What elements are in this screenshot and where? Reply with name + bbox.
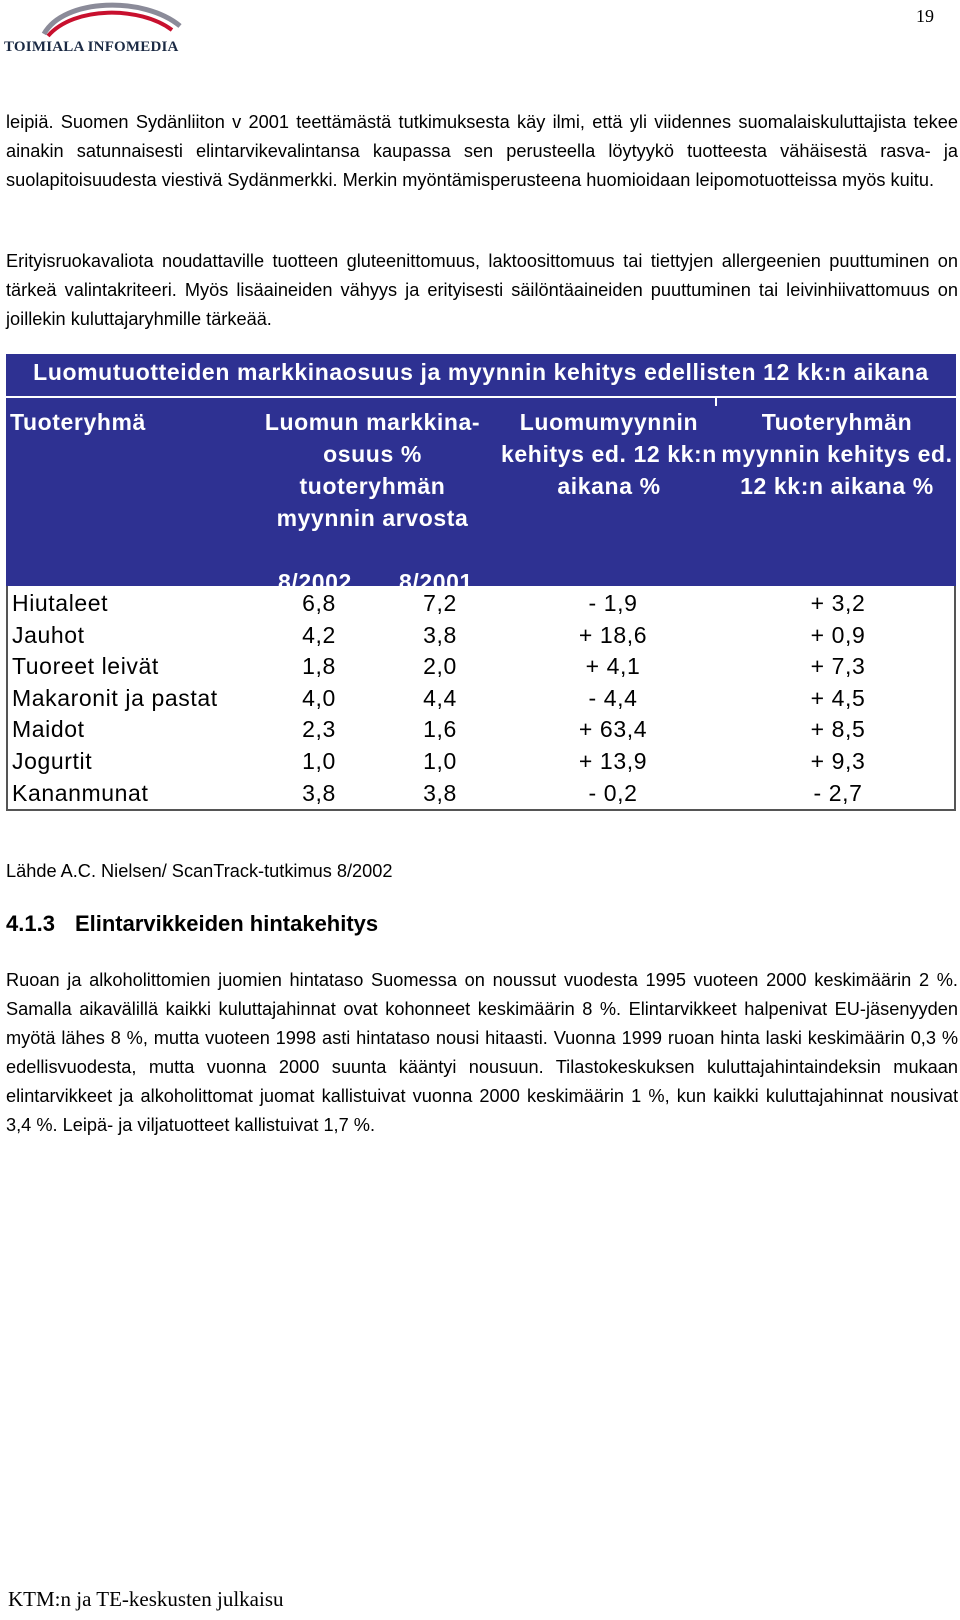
- cell-share-2002: 3,8: [302, 779, 336, 806]
- cell-share-2001: 4,4: [423, 684, 457, 711]
- page-footer: KTM:n ja TE-keskusten julkaisu: [8, 1587, 284, 1611]
- cell-product-group: Jauhot: [12, 621, 85, 648]
- header-organic-share: Luomun markkina-osuus % tuoteryhmän myynnin arvosta: [264, 409, 481, 531]
- table-source: Lähde A.C. Nielsen/ ScanTrack-tutkimus 8/2002: [6, 861, 393, 881]
- table-body: [6, 586, 956, 811]
- table-title: Luomutuotteiden markkinaosuus ja myynnin kehitys edellisten 12 kk:n aikana: [6, 354, 956, 398]
- cell-share-2002: 4,0: [302, 684, 336, 711]
- cell-product-group: Makaronit ja pastat: [12, 684, 218, 711]
- cell-share-2001: 3,8: [423, 779, 457, 806]
- body-paragraph-2: Erityisruokavaliota noudattaville tuotteen gluteenittomuus, laktoosittomuus tai tiettyjen allergeenien puuttuminen on tärkeä valintakriteeri. Myös lisäaineiden vähyys ja erityisesti säilöntäaineiden puuttuminen tai leivinhiivattomuus on joillekin kuluttajaryhmille tärkeää.: [6, 251, 958, 329]
- table-row: [8, 683, 954, 715]
- page-number: 19: [916, 6, 934, 26]
- header-divider: [715, 398, 717, 406]
- section-title: Elintarvikkeiden hintakehitys: [74, 911, 379, 936]
- table-row: [8, 651, 954, 683]
- header-group-sales-change: Tuoteryhmän myynnin kehitys ed. 12 kk:n aikana %: [721, 409, 953, 499]
- body-paragraph-3: Ruoan ja alkoholittomien juomien hintataso Suomessa on noussut vuodesta 1995 vuoteen 2000 keskimäärin 2 %. Samalla aikavälillä kaikki kuluttajahinnat ovat kohonneet keskimäärin 8 %. Elintarvikkeet halpenivat EU-jäsenyyden myötä lähes 8 %, mutta vuoteen 1998 asti hintataso nousi hitaasti. Vuonna 1999 ruoan hinta laski keskimäärin 0,3 % edellisvuodesta, mutta vuonna 2000 suunta kääntyi nousuun. Tilastokeskuksen kuluttajahintaindeksin mukaan elintarvikkeet ja alkoholittomat juomat kallistuivat vuonna 2000 keskimäärin 1 %, kun kaikki kuluttajahinnat nousivat 3,4 %. Leipä- ja viljatuotteet kallistuivat 1,7 %.: [6, 970, 958, 1135]
- cell-organic-change: - 1,9: [588, 590, 638, 616]
- cell-organic-change: + 18,6: [578, 621, 648, 648]
- cell-organic-change: - 0,2: [588, 779, 638, 806]
- cell-share-2001: 1,0: [423, 747, 457, 774]
- cell-group-change: + 4,5: [810, 684, 866, 711]
- cell-group-change: + 7,3: [810, 653, 866, 680]
- cell-organic-change: - 4,4: [588, 684, 638, 711]
- cell-product-group: Maidot: [12, 716, 85, 743]
- header-organic-sales-change: Luomumyynnin kehitys ed. 12 kk:n aikana %: [501, 409, 717, 499]
- logo-text: TOIMIALA INFOMEDIA: [4, 39, 179, 55]
- organic-market-share-table: [6, 354, 956, 811]
- cell-group-change: + 8,5: [810, 716, 866, 743]
- cell-share-2001: 2,0: [423, 653, 457, 680]
- cell-organic-change: + 4,1: [585, 653, 641, 680]
- cell-group-change: + 3,2: [810, 590, 866, 616]
- cell-share-2002: 4,2: [302, 621, 336, 648]
- header-product-group: Tuoteryhmä: [10, 409, 146, 435]
- cell-share-2001: 7,2: [423, 590, 457, 616]
- table-row: [8, 746, 954, 778]
- cell-organic-change: + 63,4: [578, 716, 648, 743]
- cell-share-2001: 1,6: [423, 716, 457, 743]
- cell-group-change: + 9,3: [810, 747, 866, 774]
- section-number: 4.1.3: [6, 911, 55, 936]
- cell-product-group: Kananmunat: [12, 779, 149, 806]
- cell-product-group: Tuoreet leivät: [12, 653, 159, 680]
- body-paragraph-1: leipiä. Suomen Sydänliiton v 2001 teettämästä tutkimuksesta käy ilmi, että yli viidennes suomalaiskuluttajista tekee ainakin satunnaisesti elintarvikevalintansa kaupassa sen perusteella löytyykö tuotteesta vähäisestä rasva- ja suolapitoisuudesta viestivä Sydänmerkki. Merkin myöntämisperusteena huomioidaan leipomotuotteissa myös kuitu.: [6, 112, 958, 190]
- cell-group-change: - 2,7: [813, 779, 863, 806]
- header-year-2001: 8/2001: [399, 569, 473, 595]
- table-row: [8, 714, 954, 746]
- cell-product-group: Hiutaleet: [12, 590, 109, 616]
- section-heading: [6, 911, 378, 937]
- table-header: [6, 398, 956, 595]
- table-row: [8, 620, 954, 652]
- cell-share-2002: 2,3: [302, 716, 336, 743]
- cell-share-2002: 6,8: [302, 590, 336, 616]
- cell-share-2001: 3,8: [423, 621, 457, 648]
- table-row: [8, 778, 954, 810]
- cell-share-2002: 1,8: [302, 653, 336, 680]
- cell-product-group: Jogurtit: [12, 747, 93, 774]
- cell-organic-change: + 13,9: [578, 747, 648, 774]
- header-year-2002: 8/2002: [278, 569, 352, 595]
- cell-share-2002: 1,0: [302, 747, 336, 774]
- cell-group-change: + 0,9: [810, 621, 866, 648]
- table-row: [8, 588, 954, 620]
